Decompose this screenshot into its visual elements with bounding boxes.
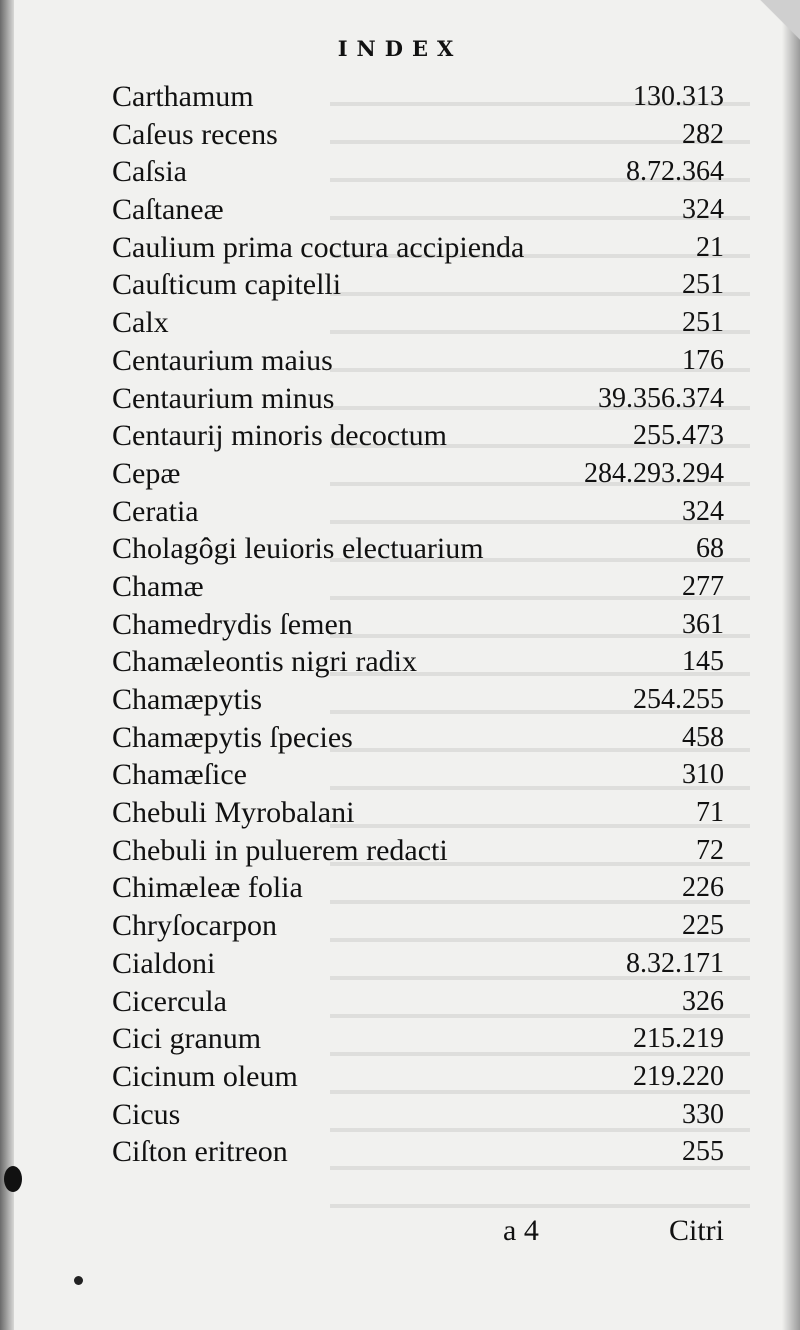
entry-term: Chryſocarpon: [112, 909, 277, 943]
entry-pages: 310: [682, 759, 724, 791]
index-entry: [112, 229, 724, 267]
index-entry: [112, 530, 724, 568]
entry-term: Cici granum: [112, 1022, 262, 1056]
index-entries: [112, 78, 724, 1171]
entry-term: Cauſticum capitelli: [112, 268, 342, 302]
binding-hole: [4, 1166, 22, 1192]
entry-pages: 330: [682, 1098, 724, 1130]
page-edge-right: [782, 0, 800, 1330]
index-entry: [112, 455, 724, 493]
index-entry: [112, 869, 724, 907]
entry-pages: 326: [682, 985, 724, 1017]
index-entry: [112, 342, 724, 380]
ink-speck: [74, 1276, 83, 1285]
index-entry: [112, 493, 724, 531]
index-entry: [112, 983, 724, 1021]
entry-term: Chebuli Myrobalani: [112, 796, 355, 830]
entry-pages: 251: [682, 307, 724, 339]
entry-pages: 176: [682, 344, 724, 376]
index-entry: [112, 719, 724, 757]
entry-term: Carthamum: [112, 80, 254, 113]
index-entry: [112, 1020, 724, 1058]
index-entry: [112, 191, 724, 229]
entry-pages: 8.72.364: [626, 156, 724, 188]
index-entry: [112, 681, 724, 719]
index-entry: [112, 266, 724, 304]
entry-pages: 324: [682, 495, 724, 527]
entry-term: Chamæſice: [112, 758, 247, 792]
entry-term: Cepæ: [112, 456, 181, 490]
entry-term: Caſtaneæ: [112, 193, 224, 227]
entry-pages: 145: [682, 646, 724, 678]
entry-term: Centaurij minoris decoctum: [112, 419, 447, 453]
entry-term: Chebuli in puluerem redacti: [112, 833, 448, 867]
index-entry: [112, 568, 724, 606]
index-entry: [112, 1133, 724, 1171]
index-entry: [112, 1096, 724, 1134]
index-entry: [112, 304, 724, 342]
entry-pages: 255: [682, 1136, 724, 1168]
entry-pages: 277: [682, 570, 724, 602]
entry-pages: 219.220: [633, 1060, 724, 1092]
entry-pages: 130.313: [633, 81, 724, 112]
entry-term: Chamæpytis ſpecies: [112, 720, 353, 754]
entry-pages: 226: [682, 872, 724, 904]
running-head: INDEX: [337, 36, 463, 61]
entry-term: Cialdoni: [112, 946, 216, 980]
page-footer: [0, 1214, 800, 1254]
signature-mark: a 4: [503, 1214, 539, 1247]
index-entry: [112, 380, 724, 418]
entry-term: Ciſton eritreon: [112, 1135, 288, 1169]
index-entry: [112, 1058, 724, 1096]
entry-term: Cicinum oleum: [112, 1059, 298, 1093]
entry-pages: 72: [696, 834, 724, 866]
index-entry: [112, 153, 724, 191]
index-entry: [112, 907, 724, 945]
entry-pages: 361: [682, 608, 724, 640]
entry-pages: 251: [682, 269, 724, 301]
index-entry: [112, 417, 724, 455]
index-entry: [112, 606, 724, 644]
entry-term: Cicercula: [112, 984, 227, 1018]
index-entry: [112, 78, 724, 116]
entry-term: Cicus: [112, 1097, 181, 1131]
entry-term: Chamæ: [112, 569, 204, 603]
entry-term: Calx: [112, 306, 169, 340]
entry-term: Chimæleæ folia: [112, 871, 303, 905]
entry-pages: 21: [696, 231, 724, 263]
entry-term: Ceratia: [112, 494, 199, 528]
entry-term: Chamæleontis nigri radix: [112, 645, 417, 679]
entry-pages: 71: [696, 797, 724, 829]
entry-term: Caulium prima coctura accipienda: [112, 230, 525, 264]
index-entry: [112, 643, 724, 681]
index-entry: [112, 116, 724, 154]
entry-pages: 8.32.171: [626, 947, 724, 979]
catchword: Citri: [668, 1214, 724, 1247]
index-entry: [112, 945, 724, 983]
index-entry: [112, 794, 724, 832]
entry-pages: 225: [682, 910, 724, 942]
entry-term: Caſsia: [112, 155, 187, 189]
index-entry: [112, 832, 724, 870]
entry-pages: 215.219: [633, 1023, 724, 1055]
entry-pages: 68: [696, 533, 724, 565]
entry-pages: 324: [682, 194, 724, 226]
entry-pages: 282: [682, 118, 724, 150]
entry-pages: 254.255: [633, 684, 724, 715]
entry-term: Centaurium maius: [112, 343, 333, 377]
entry-pages: 458: [682, 721, 724, 753]
page-edge-left: [0, 0, 14, 1330]
entry-term: Cholagôgi leuioris electuarium: [112, 532, 484, 566]
entry-pages: 255.473: [633, 420, 724, 452]
entry-pages: 284.293.294: [584, 457, 724, 489]
index-entry: [112, 756, 724, 794]
entry-term: Chamæpytis: [112, 683, 263, 716]
entry-pages: 39.356.374: [598, 382, 724, 414]
entry-term: Centaurium minus: [112, 381, 335, 415]
entry-term: Caſeus recens: [112, 117, 278, 151]
entry-term: Chamedrydis ſemen: [112, 607, 353, 641]
